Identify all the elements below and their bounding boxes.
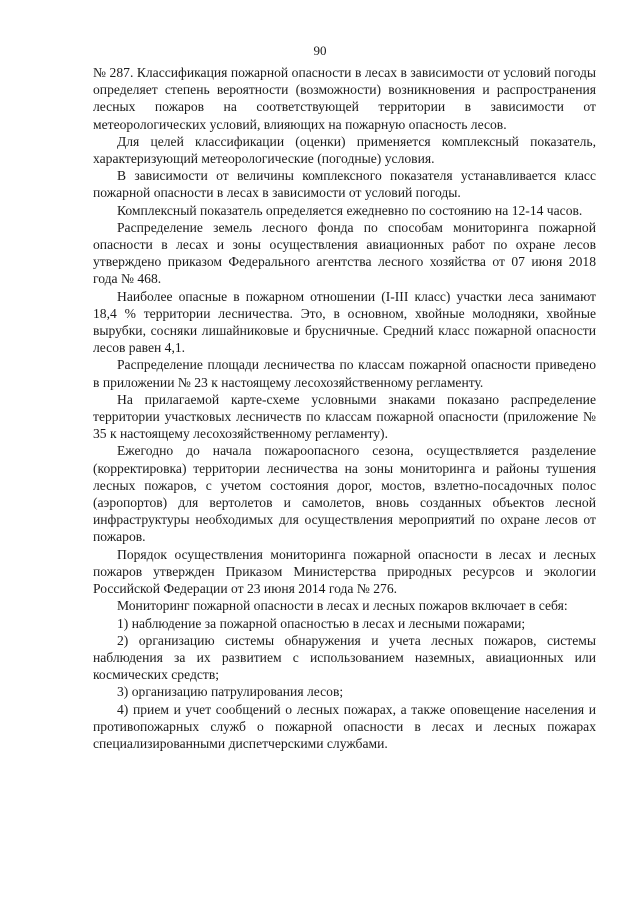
page-number: 90 [313,43,327,58]
paragraph: Распределение земель лесного фонда по способам мониторинга пожарной опасности в лесах и зоны осуществления авиационных работ по охране лесов утверждено приказом Федерального агентства лесного хозяйства от 07 июня 2018 года № 468. [93,219,596,287]
paragraph: 3) организацию патрулирования лесов; [117,684,344,700]
paragraph: № 287. Классификация пожарной опасности в лесах в зависимости от условий погоды определяет степень вероятности (возможности) возникновения и распространения лесных пожаров на соответствующей территории в зависимости от метеорологических условий, влияющих на пожарную опасность лесов. [93,65,596,132]
paragraph: В зависимости от величины комплексного показателя устанавливается класс пожарной опасности в лесах в зависимости от условий погоды. [93,168,596,201]
paragraph: 2) организацию системы обнаружения и учета лесных пожаров, системы наблюдения за их развитием с использованием наземных, авиационных или космических средств; [93,632,596,683]
paragraph: 1) наблюдение за пожарной опасностью в лесах и лесными пожарами; [117,615,526,631]
paragraph: Комплексный показатель определяется ежедневно по состоянию на 12-14 часов. [117,202,583,218]
paragraph: Порядок осуществления мониторинга пожарной опасности в лесах и лесных пожаров утвержден Приказом Министерства природных ресурсов и экологии Российской Федерации от 23 июня 2014 года № 276. [93,546,596,597]
paragraph: На прилагаемой карте-схеме условными знаками показано распределение территории участковых лесничеств по классам пожарной опасности (приложение № 35 к настоящему лесохозяйственному регламенту). [93,391,596,442]
paragraph: Распределение площади лесничества по классам пожарной опасности приведено в приложении № 23 к настоящему лесохозяйственному регламенту. [93,357,596,390]
paragraph: Мониторинг пожарной опасности в лесах и лесных пожаров включает в себя: [117,598,568,614]
paragraph: Для целей классификации (оценки) применяется комплексный показатель, характеризующий метеорологические (погодные) условия. [93,133,596,167]
document-body [93,64,596,752]
paragraph: 4) прием и учет сообщений о лесных пожарах, а также оповещение населения и противопожарных служб о пожарной опасности в лесах и лесных пожарах специализированными диспетчерскими службами. [93,701,596,751]
paragraph: Ежегодно до начала пожароопасного сезона, осуществляется разделение (корректировка) территории лесничества на зоны мониторинга и районы тушения лесных пожаров, с учетом состояния дорог, мостов, взлетно-посадочных полос (аэропортов) для вертолетов и самолетов, вновь созданных объектов лесной инфраструктуры необходимых для осуществления мероприятий по охране лесов от пожаров. [93,443,596,545]
paragraph: Наиболее опасные в пожарном отношении (I-III класс) участки леса занимают 18,4 % территории лесничества. Это, в основном, хвойные молодняки, хвойные вырубки, сосняки лишайниковые и брусничные. Средний класс пожарной опасности лесов равен 4,1. [93,288,596,356]
